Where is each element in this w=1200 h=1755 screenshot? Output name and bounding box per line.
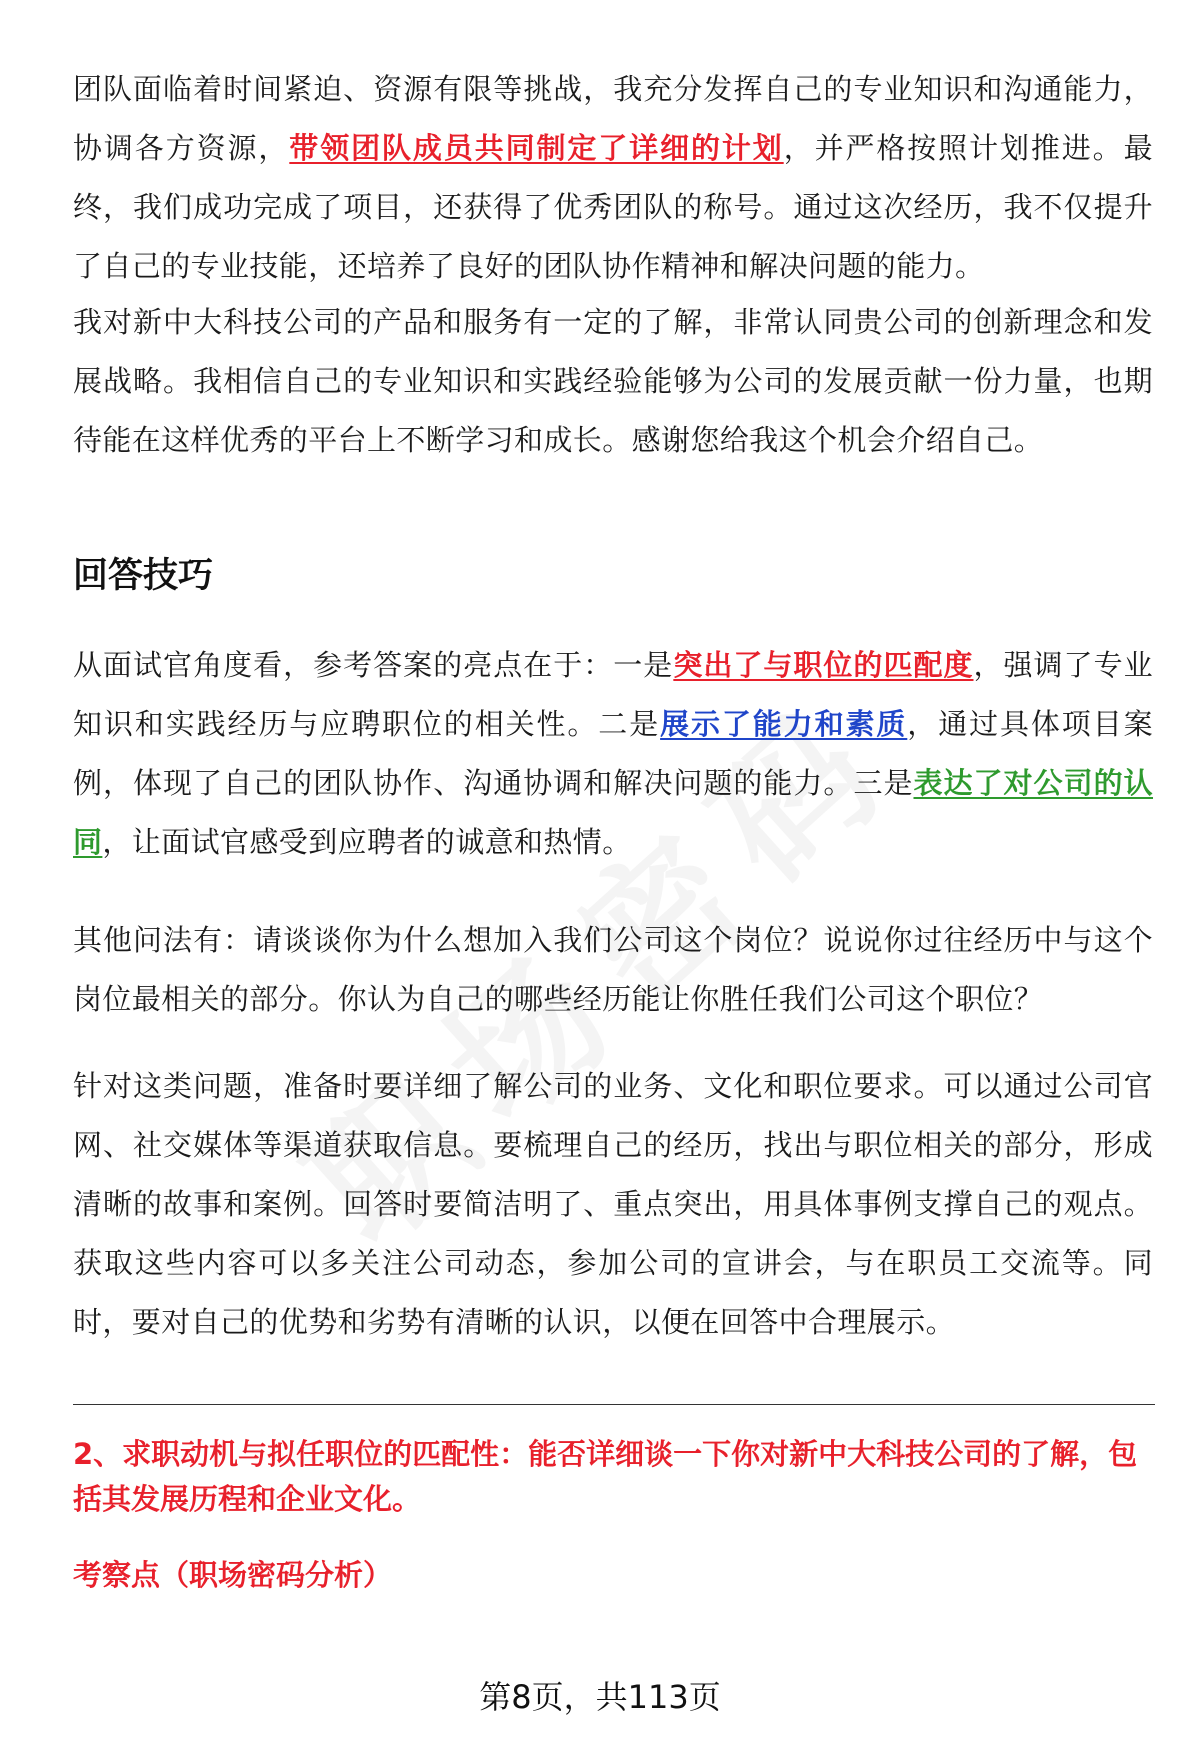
text-span: ，通过具体项目案例，体现了自己的团队协作、沟通协调和解决问题的能力。三是 <box>73 707 1153 800</box>
answer-paragraph-2: 我对新中大科技公司的产品和服务有一定的了解，非常认同贵公司的创新理念和发展战略。我相信自己的专业知识和实践经验能够为公司的发展贡献一份力量，也期待能在这样优秀的平台上不断学习和成长。感谢您给我这个机会介绍自己。 <box>73 305 1153 457</box>
highlight-ability: 展示了能力和素质 <box>660 707 908 741</box>
tips-paragraph <box>73 636 1153 872</box>
preparation-paragraph: 针对这类问题，准备时要详细了解公司的业务、文化和职位要求。可以通过公司官网、社交媒体等渠道获取信息。要梳理自己的经历，找出与职位相关的部分，形成清晰的故事和案例。回答时要简洁明了、重点突出，用具体事例支撑自己的观点。获取这些内容可以多关注公司动态，参加公司的宣讲会，与在职员工交流等。同时，要对自己的优势和劣势有清晰的认识，以便在回答中合理展示。 <box>73 1069 1153 1339</box>
highlight-plan: 带领团队成员共同制定了详细的计划 <box>289 131 784 165</box>
section-divider <box>73 1404 1155 1405</box>
text-span: 团队面临着时间紧迫、资源有限等挑战，我充分发挥自己的专业知识和沟通能力，协调各方资源， <box>73 72 1153 165</box>
other-questions-paragraph: 其他问法有：请谈谈你为什么想加入我们公司这个岗位？说说你过往经历中与这个岗位最相关的部分。你认为自己的哪些经历能让你胜任我们公司这个职位？ <box>73 923 1153 1016</box>
text-span: 从面试官角度看，参考答案的亮点在于：一是 <box>73 648 674 682</box>
text-span: ，强调了专业知识和实践经历与应聘职位的相关性。二是 <box>73 648 1153 741</box>
text-span: ，让面试官感受到应聘者的诚意和热情。 <box>102 825 632 859</box>
answer-paragraph-1 <box>73 60 1153 296</box>
question-title: 2、求职动机与拟任职位的匹配性：能否详细谈一下你对新中大科技公司的了解，包括其发展历程和企业文化。 <box>73 1437 1138 1516</box>
highlight-recognition: 表达了对公司的认同 <box>73 766 1154 859</box>
analysis-subheading: 考察点（职场密码分析） <box>73 1558 393 1592</box>
highlight-match: 突出了与职位的匹配度 <box>673 648 974 682</box>
text-span: ，并严格按照计划推进。最终，我们成功完成了项目，还获得了优秀团队的称号。通过这次经历，我不仅提升了自己的专业技能，还培养了良好的团队协作精神和解决问题的能力。 <box>73 131 1153 283</box>
section-heading: 回答技巧 <box>73 556 214 596</box>
page-number: 第8页，共113页 <box>479 1678 721 1716</box>
